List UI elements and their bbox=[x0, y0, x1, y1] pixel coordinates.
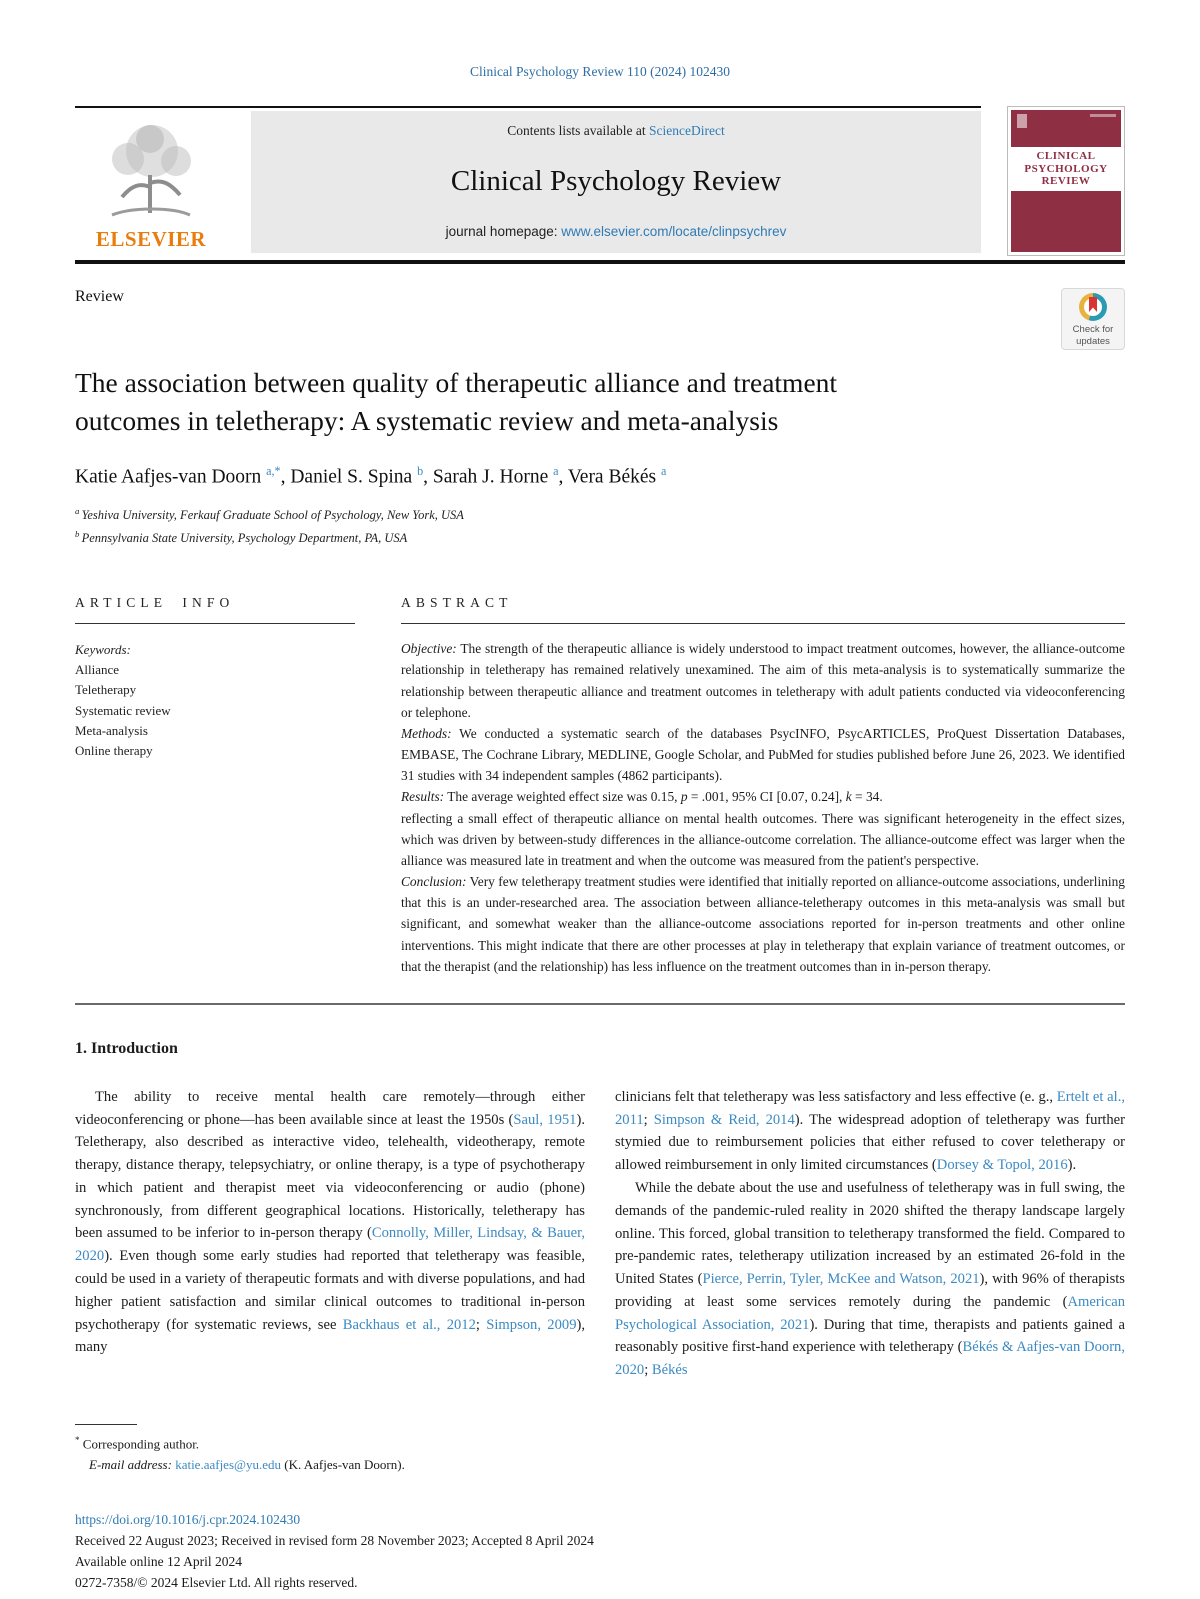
introduction-section bbox=[75, 1037, 1125, 1382]
intro-paragraph: The ability to receive mental health care remotely—through either videoconferencing or phone—has been available since at least the 1950s (Saul, 1951). Teletherapy, also described as interactive video, telehealth, videotherapy, remote therapy, distance therapy, telepsychiatry, or online therapy, is a type of psychotherapy in which patient and therapist meet via videoconferencing or audio (phone) synchronously, from different geographical locations. Historically, teletherapy has been assumed to be inferior to in-person therapy (Connolly, Miller, Lindsay, & Bauer, 2020). Even though some early studies had reported that teletherapy was feasible, could be used in a variety of therapeutic formats and with diverse populations, and had higher patient satisfaction and similar clinical outcomes to traditional in-person psychotherapy (for systematic reviews, see Backhaus et al., 2012; Simpson, 2009), many bbox=[75, 1088, 586, 1356]
affiliation-a: $^a$ Yeshiva University, Ferkauf Graduate School of Psychology, New York, USA bbox=[75, 506, 464, 523]
journal-title: Clinical Psychology Review bbox=[450, 165, 782, 197]
cover-title-band bbox=[1011, 147, 1121, 191]
footnote-rule bbox=[75, 1424, 137, 1425]
email-line: E-mail address: katie.aafjes@yu.edu (K. Aafjes-van Doorn). bbox=[89, 1457, 405, 1473]
contents-prefix: Contents lists available at bbox=[507, 123, 649, 138]
available-online: Available online 12 April 2024 bbox=[75, 1553, 242, 1569]
banner-center bbox=[251, 111, 981, 253]
article-footer bbox=[75, 1510, 1125, 1594]
abstract-column bbox=[401, 595, 1125, 977]
keywords-label: Keywords: bbox=[75, 642, 131, 658]
homepage-line bbox=[261, 224, 971, 239]
homepage-link[interactable]: www.elsevier.com/locate/clinpsychrev bbox=[561, 224, 787, 239]
info-abstract-section bbox=[75, 595, 1125, 977]
doi-link[interactable]: https://doi.org/10.1016/j.cpr.2024.102430 bbox=[75, 1511, 301, 1527]
crossmark-icon bbox=[1079, 293, 1107, 321]
section-divider-rule bbox=[75, 1003, 1125, 1005]
keyword-item: Online therapy bbox=[75, 742, 153, 758]
abstract-body bbox=[401, 638, 1125, 977]
homepage-prefix: journal homepage: bbox=[445, 224, 562, 239]
elsevier-logo bbox=[75, 111, 227, 256]
journal-cover-thumbnail[interactable] bbox=[1007, 106, 1125, 256]
abstract-paragraph-results: Results: The average weighted effect size was 0.15, p = .001, 95% CI [0.07, 0.24], k = 34. bbox=[401, 789, 883, 805]
introduction-heading: 1. Introduction bbox=[75, 1039, 178, 1057]
keyword-item: Teletherapy bbox=[75, 682, 137, 698]
sciencedirect-link[interactable]: ScienceDirect bbox=[649, 123, 725, 138]
keyword-item: Meta-analysis bbox=[75, 722, 148, 738]
article-info-heading: ARTICLE INFO bbox=[75, 595, 355, 624]
article-type-label: Review bbox=[75, 288, 124, 305]
authors-line: Katie Aafjes-van Doorn $^{a,*}$, Daniel S. Spina $^b$, Sarah J. Horne $^a$, Vera Békés $^a$ bbox=[75, 463, 667, 488]
contents-line bbox=[261, 123, 971, 139]
cover-title-line1: CLINICAL bbox=[1036, 149, 1096, 162]
journal-cover bbox=[1011, 110, 1121, 252]
journal-reference: Clinical Psychology Review 110 (2024) 102430 bbox=[469, 64, 731, 79]
abstract-heading: ABSTRACT bbox=[401, 595, 1125, 624]
corresponding-author-line: * Corresponding author. bbox=[75, 1434, 200, 1452]
article-info-column bbox=[75, 595, 355, 977]
elsevier-tree-icon bbox=[92, 117, 210, 225]
cover-title-line2: PSYCHOLOGY bbox=[1024, 162, 1108, 175]
keywords-block bbox=[75, 640, 355, 761]
cover-decoration-left bbox=[1017, 114, 1027, 128]
abstract-paragraph-conclusion: Conclusion: Very few teletherapy treatment studies were identified that initially reported on alliance-outcome associations, underlining that this is an under-researched area. The association between alliance-teletherapy outcomes in this meta-analysis was small but significant, and somewhat weaker than the alliance-outcome associations reported for in-person treatments and other online interventions. This might indicate that there are other processes at play in teletherapy that explain variance of treatment outcomes, or that the therapist (and the relationship) has less influence on the treatment outcomes than in in-person therapy. bbox=[401, 874, 1125, 974]
received-dates: Received 22 August 2023; Received in revised form 28 November 2023; Accepted 8 April 2024 bbox=[75, 1532, 594, 1548]
keyword-item: Systematic review bbox=[75, 702, 171, 718]
paper-title: The association between quality of therapeutic alliance and treatment outcomes in teletherapy: A systematic review and meta-analysis bbox=[75, 367, 838, 436]
check-for-updates-badge[interactable] bbox=[1061, 288, 1125, 350]
elsevier-wordmark: ELSEVIER bbox=[95, 227, 207, 251]
corresponding-author-footnote bbox=[75, 1424, 580, 1476]
header-rule bbox=[75, 260, 1125, 264]
abstract-paragraph-objective: Objective: The strength of the therapeutic alliance is widely understood to impact treatment outcomes, however, the alliance-outcome relationship in teletherapy has remained relatively unexamined. The aim of this meta-analysis is to systematically summarize the relationship between therapeutic alliance and treatment outcomes in teletherapy with adult patients conducted via videoconferencing or telephone. bbox=[401, 641, 1125, 720]
banner-main bbox=[75, 106, 981, 256]
intro-left-column bbox=[75, 1037, 585, 1382]
article-type-row bbox=[75, 288, 1125, 350]
cover-decoration-right bbox=[1090, 114, 1116, 117]
intro-right-column bbox=[615, 1037, 1125, 1382]
cover-title-line3: REVIEW bbox=[1041, 175, 1091, 188]
affiliations bbox=[75, 504, 1125, 549]
intro-paragraph: clinicians felt that teletherapy was less satisfactory and less effective (e. g., Ertelt et al., 2011; Simpson & Reid, 2014). The widespread adoption of teletherapy was further stymied due to reimbursement policies that either refused to cover teletherapy or allowed reimbursement in only limited circumstances (Dorsey & Topol, 2016). bbox=[615, 1088, 1125, 1174]
intro-paragraph: While the debate about the use and usefulness of teletherapy was in full swing, the demands of the pandemic-ruled reality in 2020 shifted the therapy landscape largely online. This forced, global transition to teletherapy transformed the field. Compared to pre-pandemic rates, teletherapy utilization increased by an estimated 26-fold in the United States (Pierce, Perrin, Tyler, McKee and Watson, 2021), with 96% of therapists providing at least some services remotely during the pandemic (American Psychological Association, 2021). During that time, therapists and patients gained a reasonably positive first-hand experience with teletherapy (Békés & Aafjes-van Doorn, 2020; Békés bbox=[615, 1180, 1125, 1379]
keyword-item: Alliance bbox=[75, 662, 120, 678]
journal-banner bbox=[75, 106, 1125, 256]
abstract-paragraph-results-cont: reflecting a small effect of therapeutic alliance on mental health outcomes. There was significant heterogeneity in the effect sizes, which was driven by between-study differences in the alliance-outcome correlation. The alliance-outcome effect was larger when the alliance was measured late in treatment and when the outcome was measured from the patient's perspective. bbox=[401, 810, 1125, 868]
abstract-paragraph-methods: Methods: We conducted a systematic search of the databases PsycINFO, PsycARTICLES, ProQuest Dissertation Databases, EMBASE, The Cochrane Library, MEDLINE, Google Scholar, and PubMed for studies published before June 26, 2023. We identified 31 studies with 34 independent samples (4862 participants). bbox=[401, 725, 1125, 784]
affiliation-b: $^b$ Pennsylvania State University, Psychology Department, PA, USA bbox=[75, 528, 408, 545]
badge-text: Check for updates bbox=[1072, 324, 1114, 347]
copyright-line: 0272-7358/© 2024 Elsevier Ltd. All rights reserved. bbox=[75, 1574, 358, 1590]
